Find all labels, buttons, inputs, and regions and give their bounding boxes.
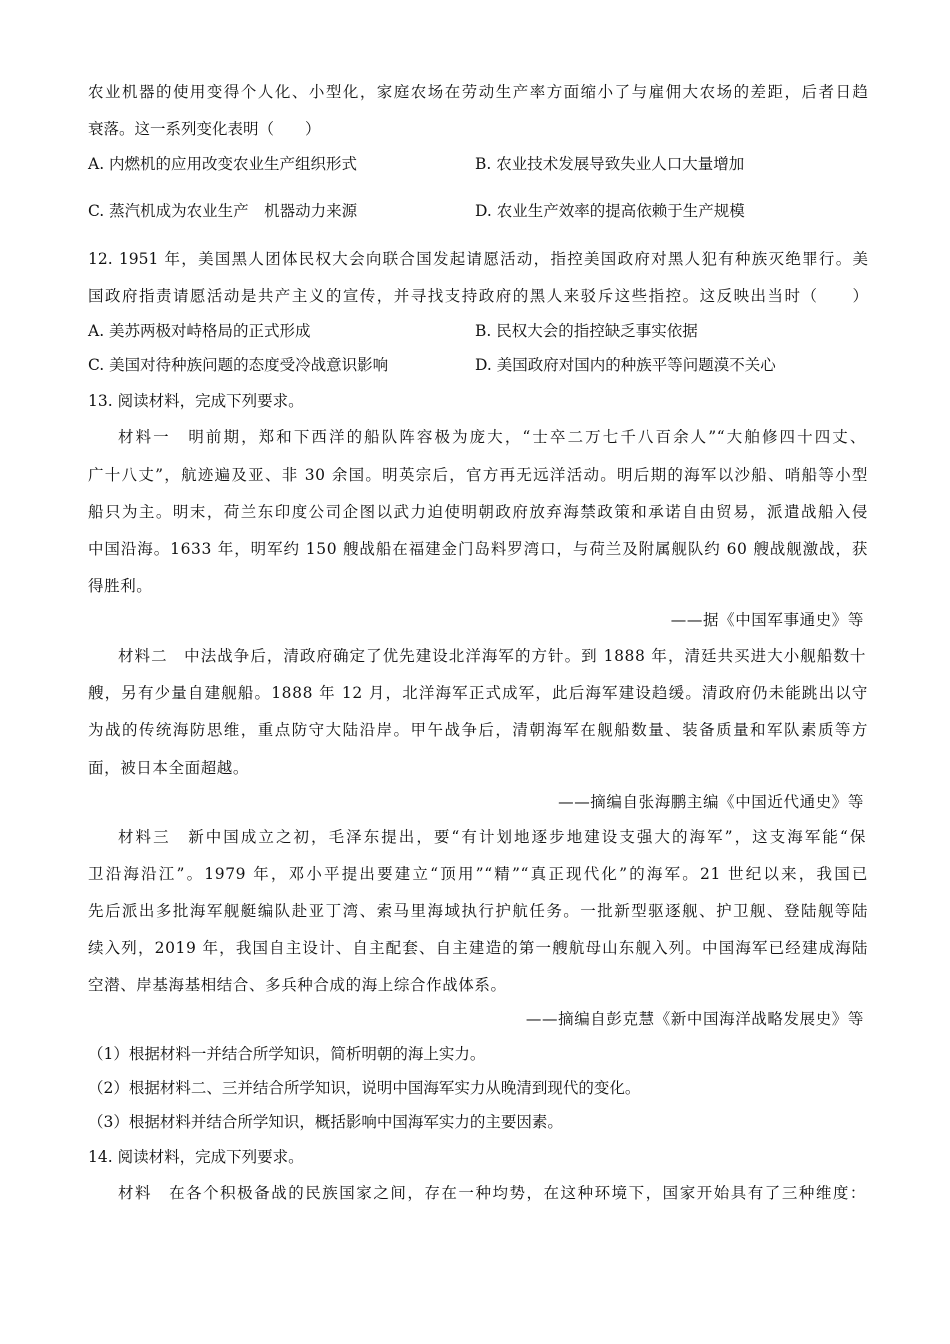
q13-material-3-line: 卫沿海沿江”。1979 年，邓小平提出要建立“顶用”“精”“真正现代化”的海军。21 世纪以来，我国已 bbox=[88, 865, 868, 883]
q12-text-line-2: 国政府指责请愿活动是共产主义的宣传，并寻找支持政府的黑人来驳斥这些指控。这反映出当时（ ） bbox=[88, 287, 868, 305]
q13-question-3: （3）根据材料并结合所学知识，概括影响中国海军实力的主要因素。 bbox=[88, 1113, 563, 1131]
q13-material-2-line: 材料二 中法战争后，清政府确定了优先建设北洋海军的方针。到 1888 年，清廷共买进大小舰船数十 bbox=[118, 647, 866, 665]
q13-material-2-source: ——摘编自张海鹏主编《中国近代通史》等 bbox=[558, 793, 864, 811]
q11-option-b: B. 农业技术发展导致失业人口大量增加 bbox=[475, 155, 745, 173]
q11-option-c: C. 蒸汽机成为农业生产 机器动力来源 bbox=[88, 202, 358, 220]
q13-material-1-line: 船只为主。明末，荷兰东印度公司企图以武力迫使明朝政府放弃海禁政策和承诺自由贸易，派遣战船入侵 bbox=[88, 503, 868, 521]
q13-material-2-line: 面，被日本全面超越。 bbox=[88, 759, 250, 777]
q11-option-d: D. 农业生产效率的提高依赖于生产规模 bbox=[475, 202, 745, 220]
q12-option-b: B. 民权大会的指控缺乏事实依据 bbox=[475, 322, 698, 340]
q13-material-3-line: 空潜、岸基海基相结合、多兵种合成的海上综合作战体系。 bbox=[88, 976, 507, 994]
q13-material-1-line: 得胜利。 bbox=[88, 577, 153, 595]
q13-question-1: （1）根据材料一并结合所学知识，简析明朝的海上实力。 bbox=[88, 1045, 486, 1063]
q13-material-3-source: ——摘编自彭克慧《新中国海洋战略发展史》等 bbox=[525, 1010, 864, 1028]
q12-option-c: C. 美国对待种族问题的态度受冷战意识影响 bbox=[88, 356, 389, 374]
q13-material-3-line: 先后派出多批海军舰艇编队赴亚丁湾、索马里海域执行护航任务。一批新型驱逐舰、护卫舰、登陆舰等陆 bbox=[88, 902, 868, 920]
q14-material-line: 材料 在各个积极备战的民族国家之间，存在一种均势，在这种环境下，国家开始具有了三种维度： bbox=[118, 1184, 866, 1202]
q11-text-line-1: 农业机器的使用变得个人化、小型化，家庭农场在劳动生产率方面缩小了与雇佣大农场的差距，后者日趋 bbox=[88, 83, 868, 101]
q13-material-2-line: 艘，另有少量自建舰船。1888 年 12 月，北洋海军正式成军，此后海军建设趋缓。清政府仍未能跳出以守 bbox=[88, 684, 868, 702]
q13-material-1-line: 材料一 明前期，郑和下西洋的船队阵容极为庞大，“士卒二万七千八百余人”“大舶修四十四丈、 bbox=[118, 428, 866, 446]
q13-material-3-line: 续入列，2019 年，我国自主设计、自主配套、自主建造的第一艘航母山东舰入列。中国海军已经建成海陆 bbox=[88, 939, 868, 957]
q12-option-d: D. 美国政府对国内的种族平等问题漠不关心 bbox=[475, 356, 776, 374]
q12-option-a: A. 美苏两极对峙格局的正式形成 bbox=[88, 322, 311, 340]
q13-stem: 13. 阅读材料，完成下列要求。 bbox=[88, 392, 304, 410]
q13-material-1-source: ——据《中国军事通史》等 bbox=[670, 611, 864, 629]
q14-stem: 14. 阅读材料，完成下列要求。 bbox=[88, 1148, 304, 1166]
q11-option-a: A. 内燃机的应用改变农业生产组织形式 bbox=[88, 155, 358, 173]
q13-question-2: （2）根据材料二、三并结合所学知识，说明中国海军实力从晚清到现代的变化。 bbox=[88, 1079, 641, 1097]
q12-text-line-1: 12. 1951 年，美国黑人团体民权大会向联合国发起请愿活动，指控美国政府对黑人犯有种族灭绝罪行。美 bbox=[88, 250, 868, 268]
q13-material-1-line: 中国沿海。1633 年，明军约 150 艘战船在福建金门岛料罗湾口，与荷兰及附属舰队约 60 艘战舰激战，获 bbox=[88, 540, 868, 558]
q13-material-3-line: 材料三 新中国成立之初，毛泽东提出，要“有计划地逐步地建设支强大的海军”，这支海军能“保 bbox=[118, 828, 866, 846]
q13-material-1-line: 广十八丈”，航迹遍及亚、非 30 余国。明英宗后，官方再无远洋活动。明后期的海军以沙船、哨船等小型 bbox=[88, 466, 868, 484]
q11-text-line-2: 衰落。这一系列变化表明（ ） bbox=[88, 120, 321, 138]
q13-material-2-line: 为战的传统海防思维，重点防守大陆沿岸。甲午战争后，清朝海军在舰船数量、装备质量和军队素质等方 bbox=[88, 721, 868, 739]
